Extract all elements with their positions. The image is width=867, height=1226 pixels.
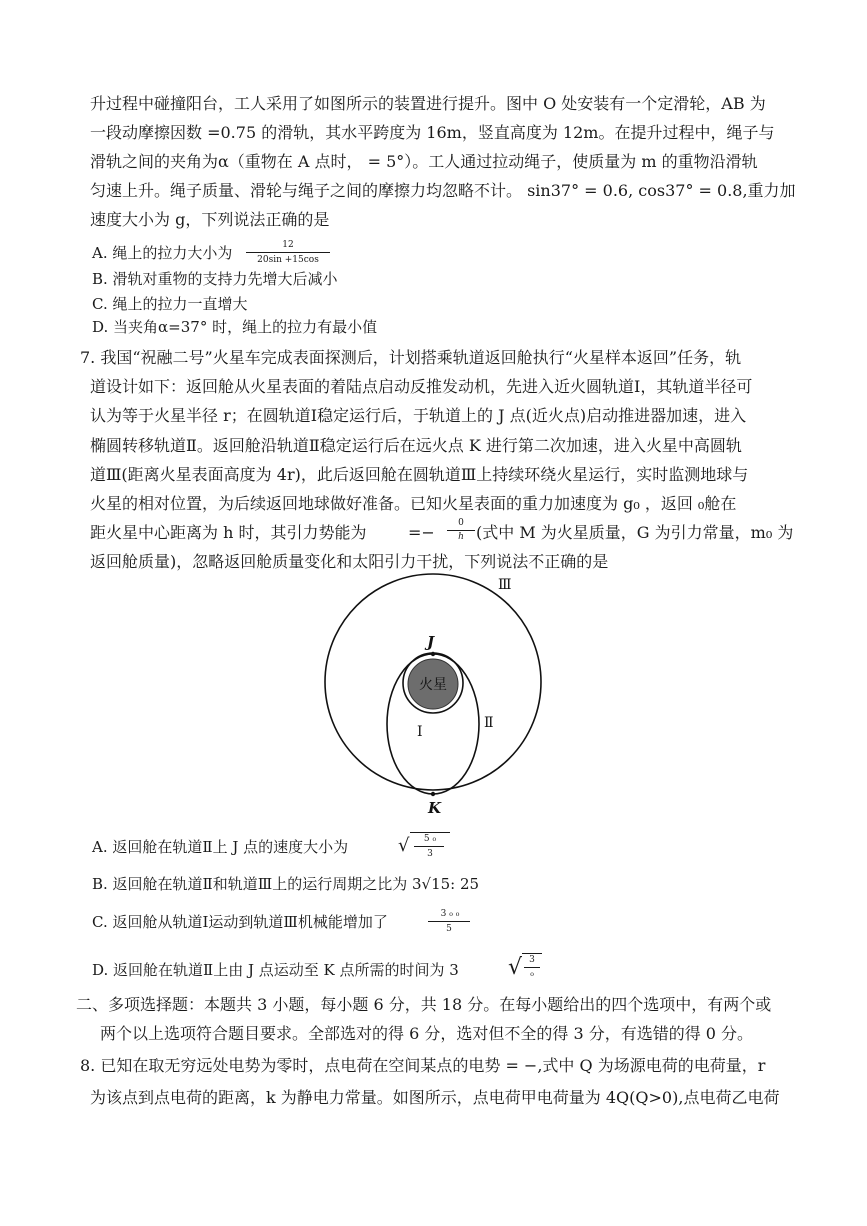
point-j-label: J <box>427 633 435 651</box>
q7-option-a-radicand-numerator: 5 ₀ <box>423 834 437 844</box>
orbit-iii-label: Ⅲ <box>498 577 512 593</box>
section-2-header-line-1: 二、多项选择题：本题共 3 小题，每小题 6 分，共 18 分。在每小题给出的四个选项中，有两个或 <box>76 995 772 1014</box>
sqrt-bar <box>410 832 450 833</box>
q7-option-b: B. 返回舱在轨道Ⅱ和轨道Ⅲ上的运行周期之比为 3√15: 25 <box>92 875 480 893</box>
q7-option-c-prefix: C. 返回舱从轨道Ⅰ运动到轨道Ⅲ机械能增加了 <box>92 913 388 931</box>
q7-option-d-prefix: D. 返回舱在轨道Ⅱ上由 J 点运动至 K 点所需的时间为 3 <box>92 961 459 979</box>
q7-option-c-numerator: 3 ₀ ₀ <box>440 909 460 919</box>
q7-line-7-fraction-denominator: h <box>458 532 464 542</box>
q6-line-2: 一段动摩擦因数 =0.75 的滑轨，其水平跨度为 16m，竖直高度为 12m。在提升过程中，绳子与 <box>90 123 775 142</box>
q7-line-7-equals: =− <box>408 523 435 542</box>
point-k-label: K <box>428 799 442 817</box>
mars-label: 火星 <box>419 677 447 693</box>
q7-line-2: 道设计如下：返回舱从火星表面的着陆点启动反推发动机，先进入近火圆轨道Ⅰ，其轨道半径可 <box>90 377 753 396</box>
q7-line-5: 道Ⅲ(距离火星表面高度为 4r)，此后返回舱在圆轨道Ⅲ上持续环绕火星运行，实时监测地球与 <box>90 465 749 484</box>
q7-line-3: 认为等于火星半径 r；在圆轨道Ⅰ稳定运行后，于轨道上的 J 点(近火点)启动推进器加速，进入 <box>90 406 747 425</box>
fraction-bar <box>414 846 444 847</box>
fraction-bar <box>447 530 475 531</box>
fraction-bar <box>524 967 540 968</box>
q6-option-c: C. 绳上的拉力一直增大 <box>92 295 248 313</box>
q6-line-3: 滑轨之间的夹角为α（重物在 A 点时， = 5°）。工人通过拉动绳子，使质量为 m 的重物沿滑轨 <box>90 152 758 171</box>
point-k-dot <box>431 792 435 796</box>
q7-line-8: 返回舱质量)，忽略返回舱质量变化和太阳引力干扰，下列说法不正确的是 <box>90 552 609 571</box>
q6-option-a-numerator: 12 <box>282 240 294 250</box>
q7-option-d-radicand-denominator: ₀ <box>530 969 534 979</box>
q6-option-a-prefix: A. 绳上的拉力大小为 <box>92 244 233 262</box>
sqrt-icon: √ <box>398 835 410 856</box>
fraction-bar <box>246 252 330 253</box>
q7-option-d-radicand-numerator: 3 <box>529 955 535 965</box>
q6-option-b: B. 滑轨对重物的支持力先增大后减小 <box>92 270 338 288</box>
q8-line-1: 8. 已知在取无穷远处电势为零时，点电荷在空间某点的电势 = −,式中 Q 为场源电荷的电荷量，r <box>80 1056 766 1075</box>
q7-line-7-suffix: (式中 M 为火星质量，G 为引力常量，m₀ 为 <box>476 523 794 542</box>
q7-line-1: 7. 我国“祝融二号”火星车完成表面探测后，计划搭乘轨道返回舱执行“火星样本返回”任务，轨 <box>80 348 742 367</box>
q8-line-2: 为该点到点电荷的距离，k 为静电力常量。如图所示，点电荷甲电荷量为 4Q(Q>0),点电荷乙电荷 <box>90 1088 780 1107</box>
q6-line-1: 升过程中碰撞阳台，工人采用了如图所示的装置进行提升。图中 O 处安装有一个定滑轮，AB 为 <box>90 94 766 113</box>
q7-line-6: 火星的相对位置，为后续返回地球做好准备。已知火星表面的重力加速度为 g₀ ，返回 ₀舱在 <box>90 494 737 513</box>
q6-line-5: 速度大小为 g，下列说法正确的是 <box>90 210 330 229</box>
orbit-diagram <box>320 570 550 820</box>
q7-option-a-prefix: A. 返回舱在轨道Ⅱ上 J 点的速度大小为 <box>92 838 349 856</box>
q7-line-7-fraction-numerator: 0 <box>458 518 464 528</box>
q7-option-c-denominator: 5 <box>446 924 452 934</box>
q6-option-a-denominator: 20sin +15cos <box>257 255 319 265</box>
point-j-dot <box>431 652 435 656</box>
q6-line-4: 匀速上升。绳子质量、滑轮与绳子之间的摩擦力均忽略不计。 sin37° = 0.6, cos37° = 0.8,重力加 <box>90 181 796 200</box>
q7-option-a-radicand-denominator: 3 <box>427 849 433 859</box>
fraction-bar <box>428 921 470 922</box>
q7-line-7-prefix: 距火星中心距离为 h 时，其引力势能为 <box>90 523 367 542</box>
sqrt-icon: √ <box>508 955 523 980</box>
orbit-ii-label: Ⅱ <box>484 715 494 731</box>
section-2-header-line-2: 两个以上选项符合题目要求。全部选对的得 6 分，选对但不全的得 3 分，有选错的得 0 分。 <box>100 1024 754 1043</box>
q7-line-4: 椭圆转移轨道Ⅱ。返回舱沿轨道Ⅱ稳定运行后在远火点 K 进行第二次加速，进入火星中高圆轨 <box>90 436 742 455</box>
orbit-i-label: Ⅰ <box>417 724 423 740</box>
q6-option-d: D. 当夹角α=37° 时，绳上的拉力有最小值 <box>92 318 378 336</box>
sqrt-bar <box>522 953 542 954</box>
